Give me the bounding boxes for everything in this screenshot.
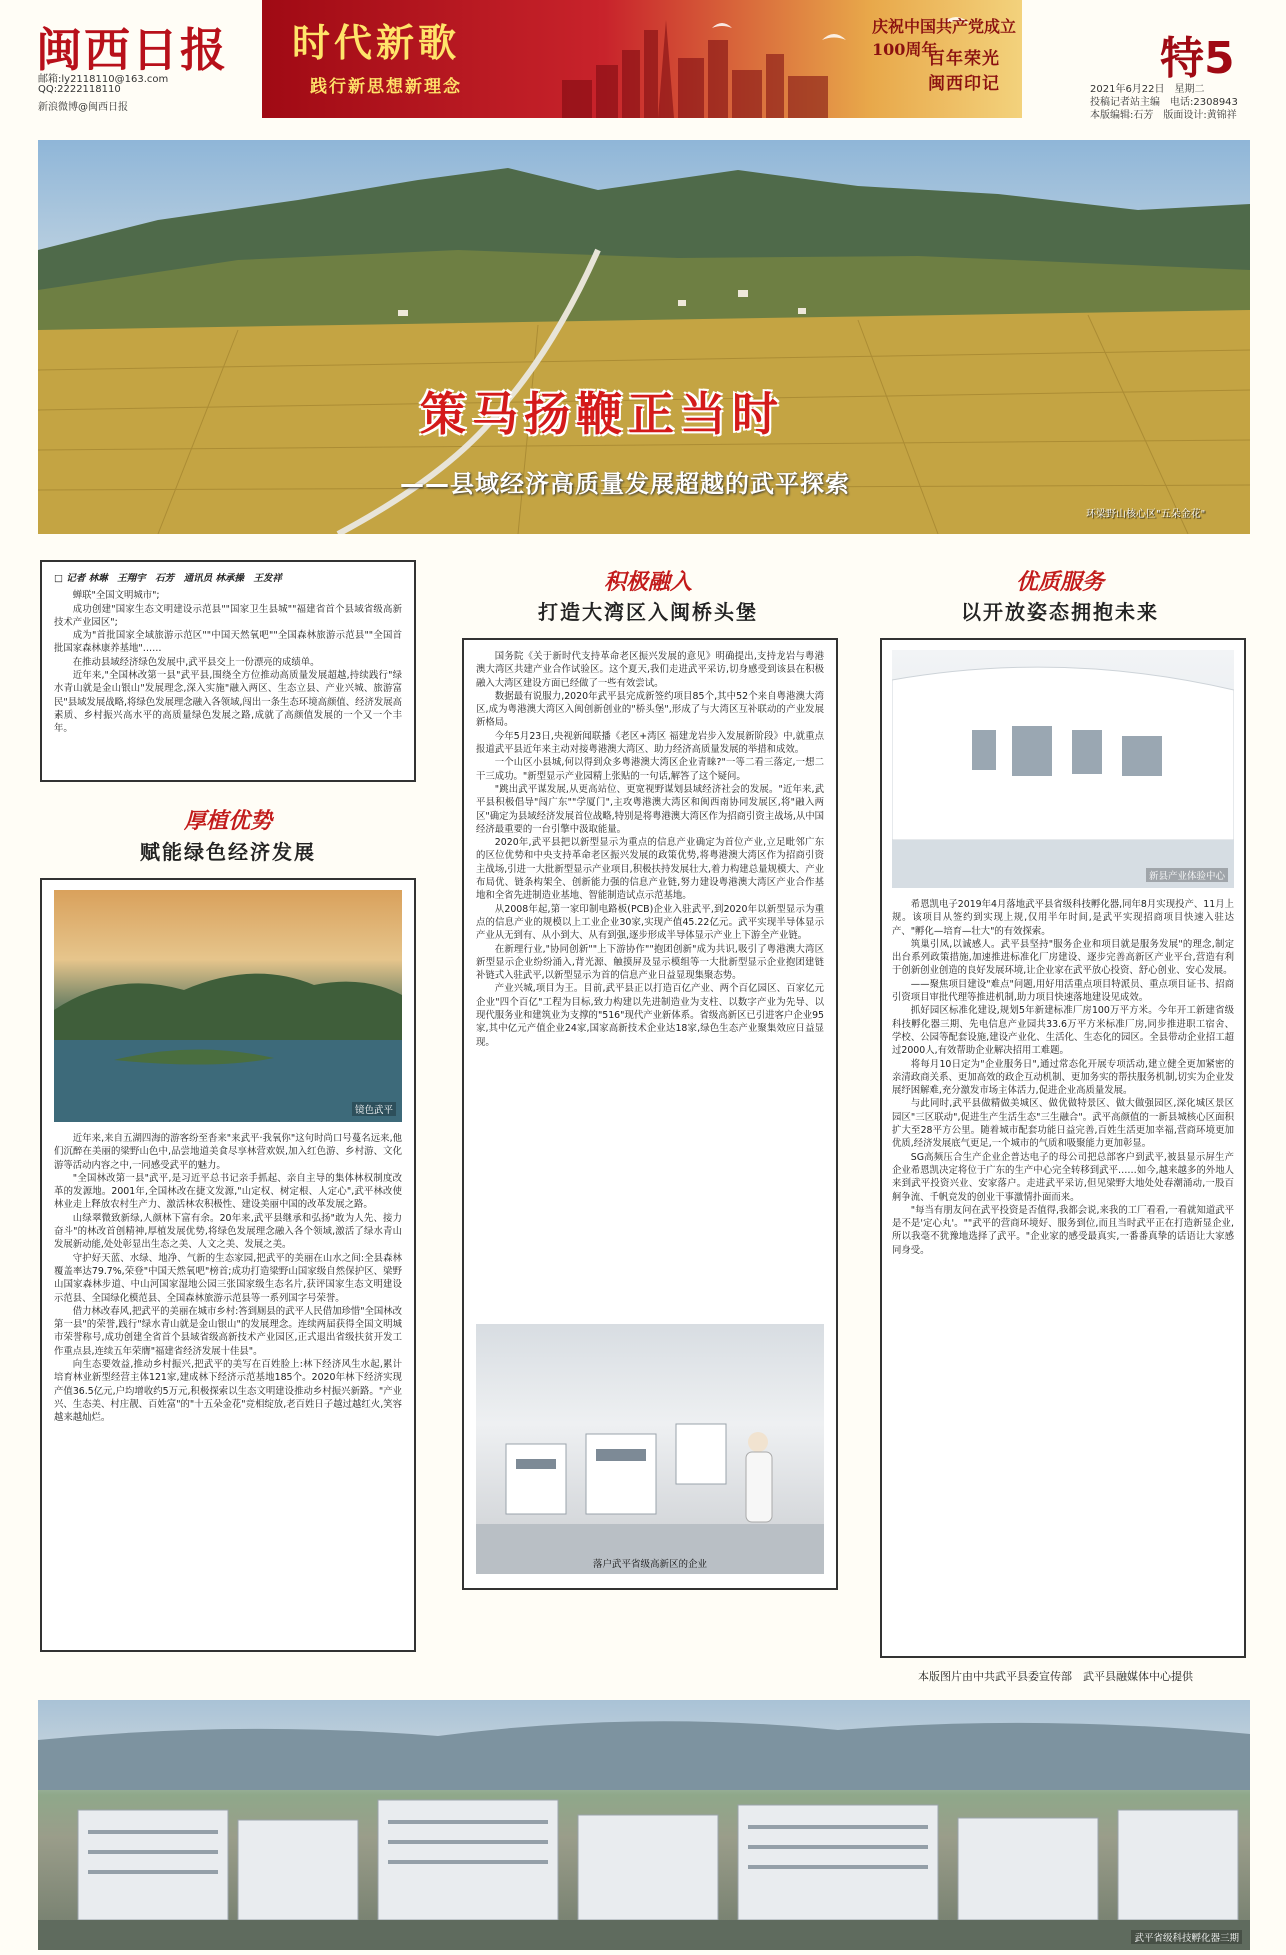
lake-illustration [54,890,402,1122]
body-paragraph: "每当有朋友问在武平投资是否值得,我都会说,来我的工厂看看,一看就知道武平是不是'定心丸'。""武平的营商环境好、服务到位,而且当时武平正在打造新显企业,所以我毫不犹豫地选择了武平。"企业家的感受最真实,一番番真挚的话语让大家感同身受。 [892,1204,1234,1256]
section-2-title: 打造大湾区入闽桥头堡 [538,600,758,624]
newspaper-logo: 闽西日报 [36,23,228,77]
body-paragraph: SG高频压合生产企业企普达电子的母公司把总部客户到武平,被县显示屏生产企业希恩凯决定将位于广东的生产中心完全转移到武平……如今,越来越多的外地人来到武平投资兴业、安家落户。走进武平采访,但见梁野大地处处春潮涌动,一股百舸争流、千帆竞发的创业干事激情扑面而来。 [892,1151,1234,1203]
intro-paragraph: 成功创建"国家生态文明建设示范县""国家卫生县城""福建省首个县域省级高新技术产业园区"; [54,603,402,628]
intro-paragraph: 在推动县域经济绿色发展中,武平县交上一份漂亮的成绩单。 [72,656,320,668]
banner-subtitle: 践行新思想新理念 [310,77,462,97]
bottom-photo [38,1700,1250,1950]
body-paragraph: 2020年,武平县把以新型显示为重点的信息产业确定为首位产业,立足毗邻广东的区位优势和中央支持革命老区振兴发展的政策优势,将粤港澳大湾区作为招商引资主战场,引进一大批新型显示产业项目,积极扶持发展壮大,着力构建总量规模大、产业布局优、链条构架全、创新能力强的信息产业链,努力建设粤港澳大湾区产业合作基地和全省先进制造业基地、智能制造试点示范基地。 [476,837,824,902]
editor-credit: 本版编辑:石芳 版面设计:黄锦祥 [1090,110,1237,121]
body-paragraph: 借力林改春风,把武平的美丽在城市乡村:答到厕县的武平人民借加珍惜"全国林改第一县"的荣誉,践行"绿水青山就是金山银山"的发展理念。连续两届获得全国文明城市荣誉称号,成功创建全省首个县域省级高新技术产业园区,正式退出省级扶贫开发工作重点县,连续五年荣膺"福建省经济发展十佳县"。 [54,1305,403,1357]
section-1-box [40,878,416,1652]
section-2-box [462,638,838,1590]
sub-headline: ——县域经济高质量发展超越的武平探索 [400,470,850,498]
body-paragraph: "全国林改第一县"武平,是习近平总书记亲手抓起、亲自主导的集体林权制度改革的发源地。2001年,全国林改在捷文发源,"山定权、树定根、人定心",武平林改使林业走上释放农村生产力、激活林农积极性、建设美丽中国的改革发展之路。 [54,1172,402,1211]
qq: QQ:2222118110 [38,84,121,95]
exhibition-photo-caption: 新县产业体验中心 [1146,868,1228,882]
factory-photo [476,1324,824,1574]
issue-date: 2021年6月22日 星期二 [1090,84,1205,95]
page-number: 特5 [1160,33,1235,84]
intro-paragraph: 近年来,"全国林改第一县"武平县,围绕全方位推动高质量发展超越,持续践行"绿水青山就是金山银山"发展理念,深入实施"融入两区、生态立县、产业兴城、旅游富民"县域发展战略,将绿色发展理念融入各领域,闯出一条生态环境高颜值、经济发展高素质、乡村振兴高水平的高质量绿色发展之路,成就了高颜值发展的一个又一个丰年。 [54,670,402,735]
bottom-photo-caption: 武平省级科技孵化器三期 [1131,1930,1242,1944]
exhibition-photo [892,650,1234,888]
body-paragraph: ——聚焦项目建设"难点"问题,用好用活重点项目特派员、重点项目证书、招商引资项目审批代理等推进机制,助力项目快速落地建设见成效。 [892,978,1234,1004]
intro-paragraph: 成为"首批国家全域旅游示范区""中国天然氧吧""全国森林旅游示范县""全国首批国家森林康养基地"…… [54,630,402,655]
byline: □ 记者 林琳 王翔宇 石芳 通讯员 林承操 王发祥 [54,573,282,584]
section-1-title: 赋能绿色经济发展 [140,840,316,864]
lake-photo [54,890,402,1122]
body-paragraph: 向生态要效益,推动乡村振兴,把武平的美写在百姓脸上:林下经济风生水起,累计培育林业新型经营主体121家,建成林下经济示范基地185个。2020年林下经济实现产值36.5亿元,户均增收约5万元,积极探索以生态文明建设推动乡村振兴新路。"产业兴、生态美、村庄靓、百姓富"的"十五朵金花"竞相绽放,老百姓日子越过越红火,笑容越来越灿烂。 [54,1359,402,1424]
industrial-park-illustration [38,1700,1250,1950]
body-paragraph: 将每月10日定为"企业服务日",通过常态化开展专项活动,建立健全更加紧密的亲清政商关系、更加高效的政企互动机制、更加务实的帮扶服务机制,切实为企业发展纾困解难,充分激发市场主体活力,促进企业高质量发展。 [892,1058,1234,1097]
body-paragraph: "跳出武平谋发展,从更高站位、更宽视野谋划县域经济社会的发展。"近年来,武平县积极倡导"闯广东""学厦门",主攻粤港澳大湾区和闽西南协同发展区,将"融入两区"确定为县域经济发展首位战略,特别是将粤港澳大湾区作为招商引资主战场,从中国经济最重要的一台引擎中汲取能量。 [476,783,824,835]
body-paragraph: 山绿翠微致新绿,人颜林下富有余。20年来,武平县继承和弘扬"敢为人先、接力奋斗"的林改首创精神,厚植发展优势,将绿色发展理念融入各个领域,激活了绿水青山发展新动能,处处彰显出生态之美、人文之美、发展之美。 [54,1212,402,1251]
section-3-kicker: 优质服务 [1015,569,1104,595]
body-paragraph: 一个山区小县城,何以得到众多粤港澳大湾区企业青睐?"一等二看三落定,一想二干三成功。"新型显示产业园精上张贴的一句话,解答了这个疑问。 [476,757,824,782]
lake-photo-caption: 镜色武平 [352,1102,396,1116]
exhibition-hall-illustration [892,650,1234,888]
masthead [0,0,1286,121]
photo-credit: 本版图片由中共武平县委宣传部 武平县融媒体中心提供 [918,1670,1193,1683]
email: 邮箱:ly2118110@163.com [38,74,169,85]
section-3-box [880,638,1246,1658]
body-paragraph: 国务院《关于新时代支持革命老区振兴发展的意见》明确提出,支持龙岩与粤港澳大湾区共建产业合作试验区。这个夏天,我们走进武平采访,切身感受到该县在积极融入大湾区建设方面已经做了一些有效尝试。 [476,651,824,689]
factory-illustration [476,1324,824,1574]
body-paragraph: 希恩凯电子2019年4月落地武平县省级科技孵化器,同年8月实现投产、11月上规。该项目从签约到实现上规,仅用半年时间,是武平实现招商项目快速入驻达产、"孵化—培育—壮大"的有效探索。 [892,899,1234,937]
section-3-title: 以开放姿态拥抱未来 [961,600,1159,624]
weibo: 新浪微博@闽西日报 [38,102,128,113]
column-banner [262,0,1022,118]
hero-photo-caption: 环梁野山核心区"五朵金花" [1086,509,1206,520]
factory-photo-caption: 落户武平省级高新区的企业 [592,1559,707,1570]
body-paragraph: 从2008年起,第一家印制电路板(PCB)企业入驻武平,到2020年以新型显示为重点的信息产业的规模以上工业企业30家,实现产值45.22亿元。武平实现半导体显示产业从无到有、从小到大、从有到强,逐步形成半导体显示产业上下游全产业链。 [476,903,824,942]
body-paragraph: 产业兴城,项目为王。目前,武平县正以打造百亿产业、两个百亿园区、百家亿元企业"四个百亿"工程为目标,致力构建以先进制造业为支柱、以数字产业为先导、以现代服务业和建筑业为支撑的"516"现代产业新体系。省级高新区已引进客户企业95家,其中亿元产值企业24家,国家高新技术企业达18家,绿色生态产业聚集效应日益显现。 [476,983,824,1048]
body-paragraph: 在新理行业,"协同创新""上下游协作""抱团创新"成为共识,吸引了粤港澳大湾区新型显示企业纷纷涌入,背光源、触摸屏及显示模组等一大批新型显示企业抱团建链补链式入驻武平,以新型显示为首的信息产业日益显现集聚态势。 [476,943,824,982]
banner-title: 时代新歌 [292,21,461,65]
body-paragraph: 数据最有说服力,2020年武平县完成新签约项目85个,其中52个来自粤港澳大湾区,成为粤港澳大湾区入闽创新创业的"桥头堡",形成了与大湾区互补联动的产业发展新格局。 [476,690,824,729]
body-paragraph: 抓好园区标准化建设,规划5年新建标准厂房100万平方米。今年开工新建省级科技孵化器三期、先电信息产业园共33.6万平方米标准厂房,同步推进职工宿舍、学校、公园等配套设施,建设产业化、生活化、生态化的园区。全县带动企业招工超过2000人,有效帮助企业解决招用工难题。 [892,1005,1234,1057]
headline: 策马扬鞭正当时 [420,387,784,441]
celebration-line-2: 百年荣光 闽西印记 [928,49,1018,94]
celebration-line-1: 庆祝中国共产党成立100周年 [872,17,1017,59]
body-paragraph: 与此同时,武平县做精做美城区、做优做特景区、做大做强园区,深化城区景区园区"三区联动",促进生产生活生态"三生融合"。武平高颜值的一新县城核心区面积扩大至28平方公里。随着城市配套功能日益完善,百姓生活更加幸福,营商环境更加优质,经济发展底气更足,一个城市的气质和吸聚能力更加彰显。 [892,1098,1234,1150]
intro-box [40,560,416,782]
body-paragraph: 今年5月23日,央视新闻联播《老区+湾区 福建龙岩步入发展新阶段》中,就重点报道武平县近年来主动对接粤港澳大湾区、助力经济高质量发展的举措和成效。 [476,730,824,756]
body-paragraph: 筑巢引凤,以诚感人。武平县坚持"服务企业和项目就是服务发展"的理念,制定出台系列政策措施,加速推进标准化厂房建设、逐步完善高新区产业平台,营造有利于创新创业创造的良好发展环境,让企业家在武平放心投资、舒心创业、安心发展。 [892,938,1234,977]
section-1-kicker: 厚植优势 [183,808,272,834]
intro-paragraph: 蝉联"全国文明城市"; [72,590,160,602]
contact-phone: 投稿记者站主编 电话:2308943 [1090,97,1238,108]
body-paragraph: 近年来,来自五湖四海的游客纷至沓来"来武平·我氧你"这句时尚口号蔓名远来,他们沉醉在美丽的梁野山色中,品尝地道美食尽享林营欢娱,加入红色游、乡村游、文化游等活动内容之中,一同感受武平的魅力。 [54,1133,402,1171]
section-2-kicker: 积极融入 [603,569,692,595]
body-paragraph: 守护好天蓝、水绿、地净、气新的生态家园,把武平的美丽在山水之间:全县森林覆盖率达79.7%,荣登"中国天然氧吧"榜首;成功打造梁野山国家级自然保护区、梁野山国家森林步道、中山河国家湿地公园三张国家级生态名片,获评国家生态文明建设示范县、全国绿化模范县、全国森林旅游示范县等一系列国字号荣誉。 [54,1252,402,1304]
